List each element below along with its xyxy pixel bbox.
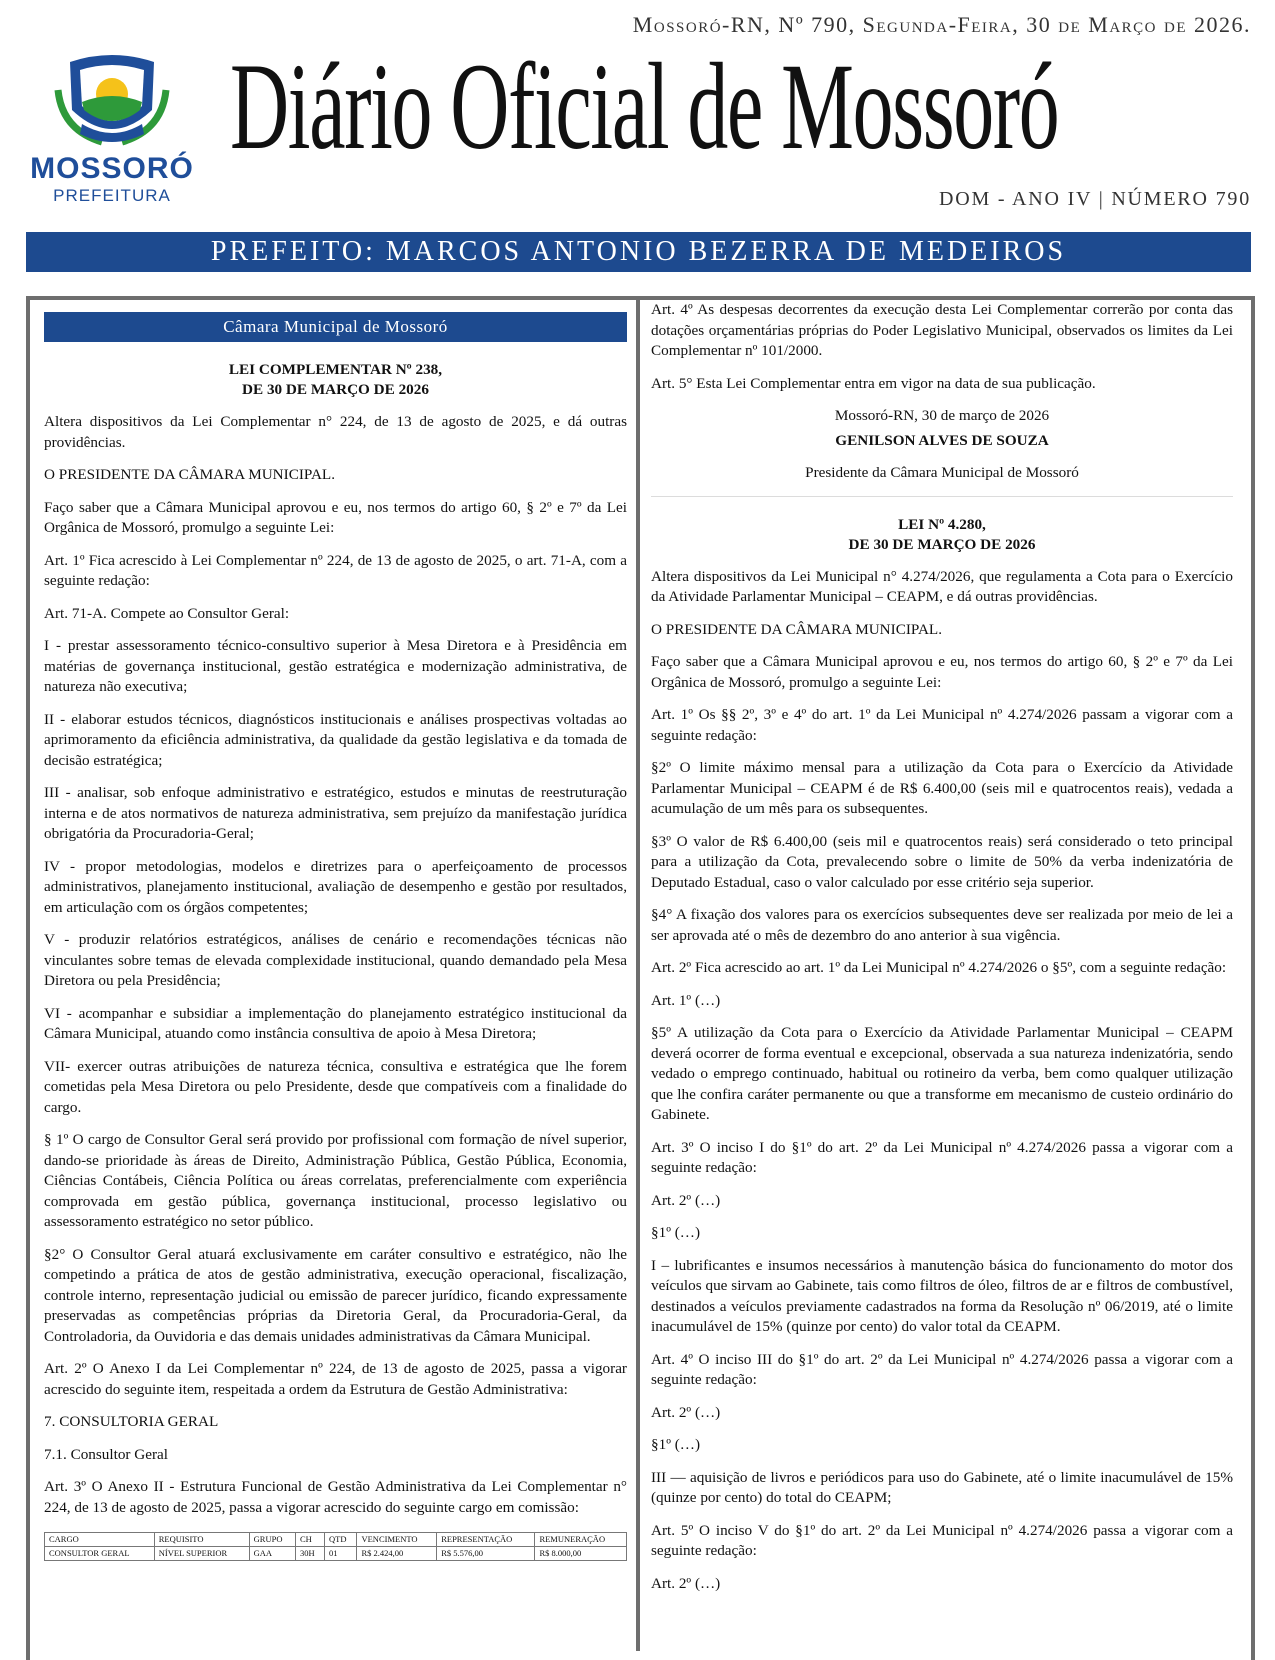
logo-subtitle: PREFEITURA xyxy=(53,186,171,205)
law-separator xyxy=(651,496,1233,497)
paragraph: §1º (…) xyxy=(651,1224,700,1241)
paragraph: Art. 2º Fica acrescido ao art. 1º da Lei Municipal nº 4.274/2026 o §5º, com a seguinte redação: xyxy=(651,959,1227,976)
paragraph: IV - propor metodologias, modelos e diretrizes para o aperfeiçoamento de processos administrativos, planejamento institucional, avaliação de desempenho e gestão por resultados, em articulação com os órgãos competentes; xyxy=(44,857,627,916)
table-header-cell: QTD xyxy=(325,1533,357,1547)
paragraph: III - analisar, sob enfoque administrativo e estratégico, estudos e minutas de reestruturação interna e de atos normativos de natureza administrativa, sem prejuízo da manifestação jurídica obrigatória da Procuradoria-Geral; xyxy=(44,784,627,842)
right-paragraphs xyxy=(651,567,1233,1595)
paragraph: §4° A fixação dos valores para os exercícios subsequentes deve ser realizada por meio de lei a ser aprovada até o mês de dezembro do ano anterior à sua vigência. xyxy=(651,906,1233,944)
paragraph: Art. 1º Fica acrescido à Lei Complementar nº 224, de 13 de agosto de 2025, o art. 71-A, com a seguinte redação: xyxy=(44,551,627,589)
paragraph: §2° O Consultor Geral atuará exclusivamente em caráter consultivo e estratégico, não lhe competindo a prática de atos de gestão administrativa, execução operacional, fiscalização, controle interno, representação judicial ou emissão de parecer jurídico, ficando expressamente preservadas as competências próprias da Diretoria Geral, da Procuradoria-Geral, da Controladoria, da Ouvidoria e das demais unidades administrativas da Câmara Municipal. xyxy=(44,1245,627,1345)
table-header-row xyxy=(45,1533,627,1547)
left-paragraphs xyxy=(44,412,627,1518)
paragraph: V - produzir relatórios estratégicos, análises de cenário e recomendações técnicas não vinculantes sobre temas de elevada complexidade institucional, quando demandado pela Mesa Diretora ou pela Presidência; xyxy=(44,931,627,989)
law-title-2 xyxy=(651,515,1233,555)
paragraph: Art. 4º As despesas decorrentes da execução desta Lei Complementar correrão por conta das dotações orçamentárias próprias do Poder Legislativo Municipal, observados os limites da Lei Complementar nº 101/2000. xyxy=(651,301,1233,359)
signature-place: Mossoró-RN, 30 de março de 2026 xyxy=(834,407,1050,424)
law2-title-line-1: LEI Nº 4.280, xyxy=(898,515,986,533)
left-column xyxy=(44,312,627,1561)
table-header-cell: VENCIMENTO xyxy=(357,1533,437,1547)
paragraph: Art. 2º (…) xyxy=(651,1403,721,1421)
paragraph: § 1º O cargo de Consultor Geral será provido por profissional com formação de nível superior, dando-se prioridade às áreas de Direito, Administração Pública, Gestão Pública, Economia, Ciências Contábeis, Ciência Política ou áreas correlatas, preferencialmente com experiência comprovada em gestão pública, governança institucional, processo legislativo ou assessoramento estratégico no setor público. xyxy=(44,1131,627,1230)
paragraph: Art. 2º (…) xyxy=(651,1191,721,1209)
table-cell: R$ 8.000,00 xyxy=(535,1547,627,1561)
paragraph: Art. 5º O inciso V do §1º do art. 2º da Lei Municipal nº 4.274/2026 passa a vigorar com a seguinte redação: xyxy=(651,1521,1233,1559)
table-cell: R$ 2.424,00 xyxy=(357,1547,437,1561)
mayor-banner: PREFEITO: MARCOS ANTONIO BEZERRA DE MEDEIROS xyxy=(26,232,1251,272)
paragraph: Art. 2º (…) xyxy=(651,1574,721,1592)
prefeitura-logo xyxy=(22,50,202,208)
paragraph: §2º O limite máximo mensal para a utilização da Cota para o Exercício da Atividade Parlamentar Municipal – CEAPM é de R$ 6.400,00 (seis mil e quatrocentos reais), vedada a acumulação de um mês para os subsequentes. xyxy=(651,759,1233,817)
paragraph: Altera dispositivos da Lei Complementar n° 224, de 13 de agosto de 2025, e dá outras providências. xyxy=(44,413,627,451)
law-title-line-2: DE 30 DE MARÇO DE 2026 xyxy=(242,381,429,398)
right-column xyxy=(651,300,1233,1606)
paragraph: 7.1. Consultor Geral xyxy=(44,1445,169,1463)
table-cell: NÍVEL SUPERIOR xyxy=(154,1547,249,1561)
signature-name: GENILSON ALVES DE SOUZA xyxy=(835,431,1049,449)
section-header: Câmara Municipal de Mossoró xyxy=(44,312,627,342)
edition-number: DOM - ANO IV | NÚMERO 790 xyxy=(939,188,1251,210)
table-header-cell: CH xyxy=(296,1533,325,1547)
paragraph: 7. CONSULTORIA GERAL xyxy=(44,1413,219,1430)
paragraph: O PRESIDENTE DA CÂMARA MUNICIPAL. xyxy=(44,466,335,483)
table-cell: R$ 5.576,00 xyxy=(437,1547,535,1561)
paper-title: Diário Oficial de Mossoró xyxy=(230,38,1059,175)
table-header-cell: CARGO xyxy=(45,1533,155,1547)
paragraph: I – lubrificantes e insumos necessários à manutenção básica do funcionamento do motor dos veículos que sirvam ao Gabinete, tais como filtros de óleo, filtros de ar e filtros de combustível, destinados a veículos previamente cadastrados na forma da Resolução nº 06/2019, até o limite inacumulável de 15% (quinze por cento) do valor total da CEAPM. xyxy=(651,1256,1233,1335)
table-header-cell: REQUISITO xyxy=(154,1533,249,1547)
edition-date: Mossoró-RN, Nº 790, Segunda-Feira, 30 de Março de 2026. xyxy=(632,12,1251,37)
signature-role: Presidente da Câmara Municipal de Mossoró xyxy=(805,464,1079,481)
table-header-cell: GRUPO xyxy=(249,1533,295,1547)
paragraph: VII- exercer outras atribuições de natureza técnica, consultiva e estratégica que lhe forem cometidas pela Mesa Diretora ou pelo Presidente, desde que compatíveis com a finalidade do cargo. xyxy=(44,1057,627,1116)
law2-title-line-2: DE 30 DE MARÇO DE 2026 xyxy=(848,535,1036,553)
table-cell: GAA xyxy=(249,1547,295,1561)
paragraph: Faço saber que a Câmara Municipal aprovou e eu, nos termos do artigo 60, § 2º e 7º da Lei Orgânica de Mossoró, promulgo a seguinte Lei: xyxy=(44,498,627,536)
paragraph: Altera dispositivos da Lei Municipal n° 4.274/2026, que regulamenta a Cota para o Exercício da Atividade Parlamentar Municipal – CEAPM, e dá outras providências. xyxy=(651,567,1233,605)
cargo-table xyxy=(44,1532,627,1561)
table-cell: 01 xyxy=(325,1547,357,1561)
paragraph: Faço saber que a Câmara Municipal aprovou e eu, nos termos do artigo 60, § 2º e 7º da Lei Orgânica de Mossoró, promulgo a seguinte Lei: xyxy=(651,653,1233,691)
paragraph: §1º (…) xyxy=(651,1436,700,1453)
paragraph: Art. 1º Os §§ 2º, 3º e 4º do art. 1º da Lei Municipal nº 4.274/2026 passam a vigorar com a seguinte redação: xyxy=(651,706,1233,744)
column-divider xyxy=(636,300,640,1651)
logo-name: MOSSORÓ xyxy=(30,152,194,185)
table-cell: 30H xyxy=(296,1547,325,1561)
table-header-cell: REPRESENTAÇÃO xyxy=(437,1533,535,1547)
table-row xyxy=(45,1547,627,1561)
paragraph: VI - acompanhar e subsidiar a implementação do planejamento estratégico institucional da Câmara Municipal, atuando como instância consultiva de apoio à Mesa Diretora; xyxy=(44,1004,627,1042)
paragraph: §3º O valor de R$ 6.400,00 (seis mil e quatrocentos reais) será considerado o teto principal para a utilização da Cota, prevalecendo sobre o limite de 50% da verba indenizatória de Deputado Estadual, caso o valor calculado por esse critério seja superior. xyxy=(651,832,1233,891)
paragraph: Art. 3º O Anexo II - Estrutura Funcional de Gestão Administrativa da Lei Complementar n° 224, de 13 de agosto de 2025, passa a vigorar acrescido do seguinte cargo em comissão: xyxy=(44,1478,627,1516)
paragraph: Art. 3º O inciso I do §1º do art. 2º da Lei Municipal nº 4.274/2026 passa a vigorar com a seguinte redação: xyxy=(651,1138,1233,1176)
paragraph: Art. 2º O Anexo I da Lei Complementar nº 224, de 13 de agosto de 2025, passa a vigorar acrescido do seguinte item, respeitada a ordem da Estrutura de Gestão Administrativa: xyxy=(44,1360,627,1398)
paragraph: II - elaborar estudos técnicos, diagnósticos institucionais e análises prospectivas voltadas ao aprimoramento da eficiência administrativa, da qualidade da gestão legislativa e da tomada de decisão estratégica; xyxy=(44,710,627,769)
paragraph: III — aquisição de livros e periódicos para uso do Gabinete, até o limite inacumulável de 15% (quinze por cento) do total do CEAPM; xyxy=(651,1468,1233,1506)
paragraph: §5º A utilização da Cota para o Exercício da Atividade Parlamentar Municipal – CEAPM deverá ocorrer de forma eventual e excepcional, observada a sua natureza indenizatória, sendo vedado o emprego continuado, habitual ou rotineiro da verba, bem como qualquer utilização que lhe confira caráter permanente ou que a transforme em mecanismo de custeio ordinário do Gabinete. xyxy=(651,1024,1233,1123)
table-header-cell: REMUNERAÇÃO xyxy=(535,1533,627,1547)
table-cell: CONSULTOR GERAL xyxy=(45,1547,155,1561)
right-top-paragraphs xyxy=(651,300,1233,394)
coat-of-arms-icon xyxy=(52,50,172,150)
law-title xyxy=(44,360,627,400)
paragraph: Art. 4º O inciso III do §1º do art. 2º da Lei Municipal nº 4.274/2026 passa a vigorar com a seguinte redação: xyxy=(651,1350,1233,1388)
law-title-line-1: LEI COMPLEMENTAR Nº 238, xyxy=(228,361,443,378)
paragraph: I - prestar assessoramento técnico-consultivo superior à Mesa Diretora e à Presidência em matérias de governança institucional, gestão estratégica e modernização administrativa, de natureza não executiva; xyxy=(44,637,627,695)
paragraph: O PRESIDENTE DA CÂMARA MUNICIPAL. xyxy=(651,620,942,638)
paragraph: Art. 5° Esta Lei Complementar entra em vigor na data de sua publicação. xyxy=(651,374,1096,392)
paragraph: Art. 71-A. Compete ao Consultor Geral: xyxy=(44,604,290,622)
paragraph: Art. 1º (…) xyxy=(651,991,721,1009)
